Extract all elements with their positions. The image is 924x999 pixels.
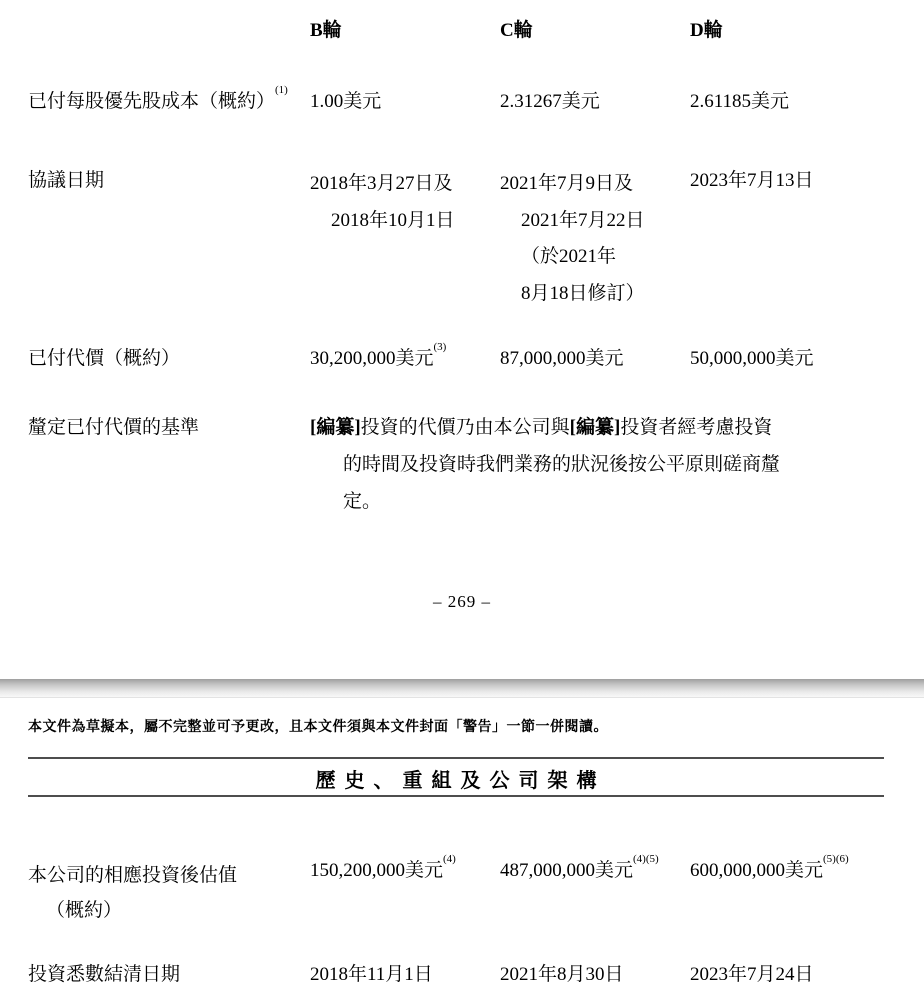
- footnote-marker: (1): [275, 83, 288, 96]
- cell-consideration-d: 50,000,000美元: [690, 348, 814, 369]
- cell-agreement-date-c: [500, 166, 645, 312]
- column-header-round-d: D輪: [690, 20, 723, 41]
- cell-value: 30,200,000美元: [310, 348, 434, 369]
- redacted-tag: [編纂]: [569, 417, 621, 438]
- column-header-round-b: B輪: [310, 20, 342, 41]
- row-label-cost-per-share: [28, 83, 288, 114]
- redacted-tag: [編纂]: [310, 417, 361, 438]
- cell-value: 487,000,000美元: [500, 860, 634, 881]
- row-label-valuation: [28, 858, 237, 928]
- cell-settlement-c: 2021年8月30日: [500, 964, 624, 985]
- date-line: 8月18日修訂）: [521, 282, 645, 304]
- row-label-line: 本公司的相應投資後估值: [28, 865, 238, 886]
- row-label-agreement-date: 協議日期: [28, 170, 105, 191]
- date-line: 2018年3月27日及: [310, 173, 453, 194]
- cell-cost-c: 2.31267美元: [500, 91, 600, 112]
- heading-rule-bottom: [28, 795, 884, 797]
- cell-consideration-b: [310, 340, 447, 371]
- heading-rule-top: [28, 757, 884, 759]
- date-line: 2021年7月22日: [521, 209, 645, 231]
- date-line: 2021年7月9日及: [500, 173, 634, 194]
- row-label-line: （概約）: [46, 900, 123, 921]
- cell-settlement-d: 2023年7月24日: [690, 964, 814, 985]
- row-label-consideration: 已付代價（概約）: [28, 348, 181, 369]
- cell-settlement-b: 2018年11月1日: [310, 964, 433, 985]
- row-label-basis: 釐定已付代價的基準: [28, 417, 200, 438]
- cell-consideration-c: 87,000,000美元: [500, 348, 624, 369]
- cell-valuation-d: [690, 852, 849, 883]
- date-line: 2018年10月1日: [331, 209, 455, 231]
- basis-text: 投資的代價乃由本公司與: [360, 417, 570, 438]
- basis-text-line-3: 定。: [343, 491, 382, 512]
- footnote-marker: (3): [433, 340, 447, 353]
- column-header-round-c: C輪: [500, 20, 533, 41]
- page-divider: [0, 679, 924, 698]
- draft-disclaimer: 本文件為草擬本，屬不完整並可予更改，且本文件須與本文件封面「警告」一節一併閱讀。: [28, 718, 608, 734]
- row-label-text: 已付每股優先股成本（概約）: [28, 91, 276, 112]
- row-label-settlement-date: 投資悉數結清日期: [28, 964, 181, 985]
- cell-valuation-c: [500, 852, 659, 883]
- date-line: （於2021年: [521, 246, 617, 267]
- cell-agreement-date-b: [310, 166, 455, 239]
- basis-text-line-1: [310, 417, 772, 440]
- cell-value: 600,000,000美元: [690, 860, 824, 881]
- cell-value: 150,200,000美元: [310, 860, 444, 881]
- section-heading: 歷史、重組及公司架構: [315, 770, 606, 792]
- cell-valuation-b: [310, 852, 456, 883]
- footnote-marker: (4)(5): [633, 852, 659, 865]
- cell-cost-d: 2.61185美元: [690, 91, 790, 112]
- footnote-marker: (4): [443, 852, 456, 865]
- footnote-marker: (5)(6): [823, 852, 849, 865]
- basis-text: 投資者經考慮投資: [620, 417, 773, 438]
- page-number: – 269 –: [433, 592, 491, 611]
- cell-agreement-date-d: 2023年7月13日: [690, 170, 814, 191]
- basis-text-line-2: 的時間及投資時我們業務的狀況後按公平原則磋商釐: [343, 454, 781, 475]
- cell-cost-b: 1.00美元: [310, 91, 382, 112]
